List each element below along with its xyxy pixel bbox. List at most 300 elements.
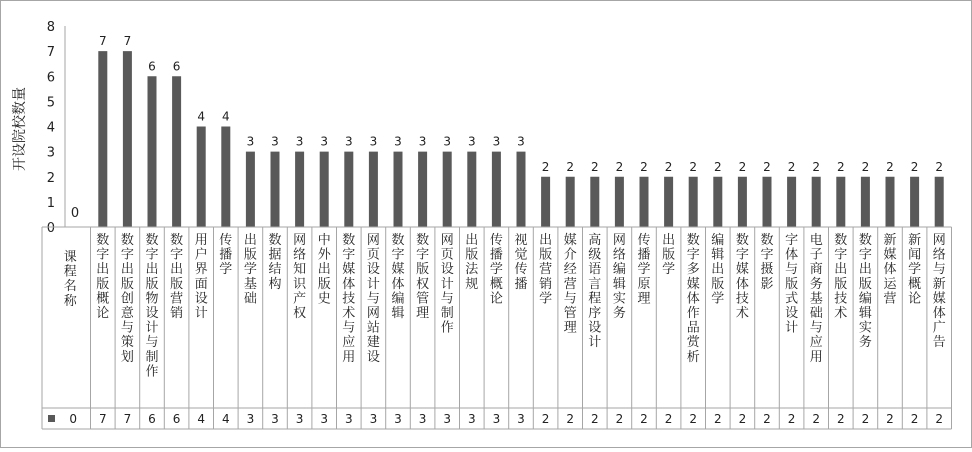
category-char: 页 [366,247,380,263]
table-value: 3 [394,412,402,426]
category-char: 字 [120,247,134,263]
y-axis-title: 开设院校数量 [12,87,28,171]
category-char: 版 [785,276,799,292]
category-char: 课 [63,250,77,265]
category-char: 权 [416,276,430,292]
category-char: 体 [932,306,946,321]
category-char: 析 [686,349,700,365]
category-char: 播 [219,247,233,263]
table-value: 3 [320,412,329,426]
table-value: 2 [910,412,919,426]
bar [590,177,599,227]
bar [369,152,378,227]
category-char: 编 [612,262,626,278]
category-char: 论 [489,291,503,307]
category-char: 版 [96,276,110,292]
category-char: 称 [63,293,77,309]
category-char: 高 [588,233,602,248]
category-char: 管 [563,306,577,321]
category-char: 数 [834,233,848,248]
chart-frame [1,1,972,448]
bar [295,152,304,227]
table-value: 3 [271,412,279,426]
category-char: 建 [366,335,380,351]
category-char: 原 [637,276,651,292]
category-char: 作 [686,306,700,321]
category-char: 结 [268,262,282,278]
table-value: 2 [738,412,747,426]
category-label [687,232,701,365]
bar [738,177,747,227]
category-label [637,233,650,306]
category-char: 销 [539,276,553,292]
category-char: 字 [686,247,700,263]
category-char: 出 [243,233,257,248]
category-char: 用 [194,233,208,248]
category-char: 介 [563,247,577,263]
category-char: 字 [834,247,848,263]
bar-data-label: 2 [689,159,698,174]
bar [98,51,107,227]
category-char: 概 [489,276,503,292]
table-value: 6 [172,412,181,426]
category-label [834,232,847,321]
category-char: 体 [735,276,749,292]
category-char: 知 [293,262,307,278]
category-char: 基 [809,291,823,307]
category-char: 字 [391,247,405,263]
category-char: 学 [662,262,676,278]
bar-data-label: 3 [517,134,525,149]
bar-data-label: 2 [812,159,821,174]
category-char: 体 [883,262,897,278]
category-char: 子 [809,247,823,263]
category-char: 字 [342,247,356,263]
bar [394,152,403,227]
category-char: 传 [514,262,528,278]
category-char: 面 [194,276,208,292]
category-label [711,233,724,306]
category-char: 版 [243,247,257,263]
bar [935,177,944,227]
category-char: 传 [219,233,233,248]
category-char: 经 [563,262,577,278]
category-char: 计 [785,320,799,336]
category-char: 据 [268,247,282,263]
category-char: 网 [293,233,307,248]
category-char: 基 [243,276,257,292]
category-char: 应 [809,335,823,351]
category-label [416,232,429,321]
category-char: 网 [440,233,454,248]
category-char: 品 [686,320,700,336]
category-label [760,232,773,292]
category-char: 版 [120,276,134,292]
category-char: 概 [908,276,922,292]
category-char: 版 [834,276,848,292]
category-char: 告 [932,335,946,351]
category-char: 闻 [908,247,922,263]
category-label [367,233,380,365]
category-label [145,232,158,379]
table-value: 4 [197,412,206,426]
bar-data-label: 7 [123,34,132,49]
table-value: 3 [517,412,525,426]
category-char: 计 [145,320,159,336]
category-char: 字 [416,247,430,263]
category-char: 与 [120,320,134,336]
category-char: 出 [317,262,331,278]
bar [271,152,280,227]
category-char: 数 [342,233,356,248]
category-char: 传 [489,233,503,248]
category-char: 辑 [391,306,405,321]
category-char: 理 [416,306,430,321]
bar-data-label: 2 [615,159,624,174]
category-char: 字 [785,233,799,248]
table-value: 3 [369,412,378,426]
table-value: 2 [615,412,624,426]
category-char: 字 [735,247,749,263]
bar [197,127,206,228]
bar [467,152,476,227]
category-char: 版 [145,276,159,292]
table-header-label [64,250,78,309]
category-char: 设 [194,291,208,307]
category-char: 新 [908,233,922,248]
table-value: 2 [812,412,821,426]
category-char: 版 [711,276,725,292]
table-value: 2 [713,412,722,426]
category-char: 营 [883,291,897,307]
category-char: 识 [293,276,307,292]
bar [418,152,427,227]
bar [689,177,698,227]
category-char: 言 [588,276,602,292]
category-char: 网 [932,233,946,248]
category-char: 程 [588,291,602,307]
table-value: 3 [295,412,304,426]
category-char: 中 [317,233,331,248]
table-value: 2 [566,412,575,426]
category-char: 版 [465,247,479,263]
category-char: 用 [342,349,356,365]
category-char: 学 [219,262,233,278]
category-label [908,233,921,306]
category-char: 与 [932,262,946,278]
category-char: 意 [120,306,134,321]
table-value: 6 [148,412,156,426]
category-char: 数 [416,233,430,248]
table-value: 3 [443,412,452,426]
category-char: 与 [145,335,159,351]
y-tick-label: 7 [46,45,55,61]
category-char: 设 [785,306,799,321]
table-value: 4 [221,412,230,426]
bar-data-label: 3 [320,134,329,149]
category-label [391,232,404,321]
category-char: 版 [858,276,872,292]
category-char: 字 [96,247,110,263]
bar [763,177,772,227]
category-char: 电 [809,233,823,248]
bar [861,177,870,227]
category-label [564,232,577,336]
category-char: 制 [440,306,454,321]
category-char: 络 [293,247,307,263]
y-tick-label: 8 [46,20,55,35]
category-char: 版 [539,247,553,263]
category-char: 实 [612,291,626,307]
table-value: 2 [640,412,648,426]
category-char: 设 [588,320,602,336]
y-tick-label: 5 [46,95,55,111]
category-char: 规 [465,276,479,292]
category-char: 数 [760,233,774,248]
category-char: 界 [194,262,208,278]
y-tick-label: 6 [46,70,55,86]
category-char: 与 [366,291,380,307]
category-char: 础 [809,306,823,321]
category-char: 出 [145,262,159,278]
category-char: 多 [686,262,700,278]
category-char: 用 [809,349,823,365]
bar-data-label: 2 [713,159,722,174]
table-value: 2 [689,412,698,426]
y-tick-label: 0 [46,221,55,236]
table-value: 3 [467,412,476,426]
category-char: 销 [170,306,184,321]
bar [517,152,526,227]
category-char: 影 [760,276,774,292]
table-value: 2 [861,412,870,426]
category-char: 页 [440,247,454,263]
y-tick-label: 2 [46,170,55,186]
bar [664,177,673,227]
category-char: 觉 [514,247,528,263]
category-char: 出 [96,262,110,278]
category-label [342,232,355,365]
bar-data-label: 6 [172,59,181,74]
category-char: 字 [858,247,872,263]
category-char: 式 [785,291,799,307]
table-value: 3 [492,412,501,426]
bar-data-label: 3 [271,134,279,149]
category-char: 出 [170,262,184,278]
category-char: 出 [662,233,676,248]
category-char: 级 [588,247,602,263]
category-label [268,232,281,292]
category-char: 字 [145,247,159,263]
category-char: 计 [440,276,454,292]
category-char: 作 [145,364,159,380]
category-char: 数 [735,233,749,248]
table-value: 2 [664,412,673,426]
category-char: 史 [317,291,331,307]
bar-data-label: 2 [640,159,648,174]
bar [886,177,895,227]
category-char: 体 [785,247,799,263]
category-char: 学 [711,291,725,307]
bar [787,177,796,227]
bar-data-label: 2 [566,159,575,174]
category-char: 技 [834,291,848,307]
category-char: 学 [539,291,553,307]
legend-key [48,415,55,422]
category-char: 网 [366,233,380,248]
category-char: 序 [588,306,602,321]
category-char: 字 [170,247,184,263]
category-char: 学 [489,262,503,278]
category-label [244,232,257,306]
category-char: 设 [145,306,159,321]
table-value: 2 [590,412,599,426]
category-char: 术 [834,306,848,321]
category-char: 语 [588,262,602,278]
category-char: 营 [539,262,553,278]
y-tick-label: 1 [46,195,55,211]
category-char: 营 [170,291,184,307]
category-char: 版 [170,276,184,292]
category-char: 策 [120,335,134,351]
bar [541,177,550,227]
category-char: 程 [63,264,77,280]
category-char: 理 [637,291,651,307]
y-tick-label: 3 [46,145,55,161]
bar-data-label: 4 [197,109,206,124]
category-char: 务 [858,335,872,351]
category-label [195,233,208,321]
category-char: 计 [366,276,380,292]
bar [123,51,132,227]
category-char: 设 [366,349,380,365]
category-char: 设 [366,262,380,278]
bar-data-label: 2 [910,159,919,174]
category-char: 设 [440,262,454,278]
table-value: 2 [836,412,845,426]
category-char: 础 [243,291,257,307]
category-char: 编 [391,291,405,307]
category-char: 媒 [883,247,897,263]
category-char: 版 [416,262,430,278]
category-char: 划 [120,349,134,365]
bar [615,177,624,227]
category-char: 体 [342,276,356,292]
category-char: 学 [908,262,922,278]
bar-data-label: 3 [492,134,501,149]
category-char: 营 [563,276,577,292]
category-char: 体 [391,276,405,292]
bar-data-label: 2 [787,159,796,174]
category-char: 网 [366,306,380,321]
category-char: 务 [612,306,626,321]
category-label [883,233,897,306]
category-label [613,233,626,321]
category-char: 出 [834,262,848,278]
category-char: 制 [145,349,159,365]
category-char: 数 [120,233,134,248]
category-char: 数 [268,233,282,248]
category-char: 物 [145,291,159,307]
table-value: 2 [886,412,894,426]
bar-data-label: 3 [369,134,378,149]
category-char: 论 [908,291,922,307]
bar-data-label: 4 [221,109,230,124]
category-char: 外 [317,247,331,263]
category-char: 编 [858,291,872,307]
category-char: 与 [440,291,454,307]
bar-data-label: 2 [861,159,870,174]
category-char: 应 [342,335,356,351]
category-label [318,232,332,306]
category-char: 概 [96,291,110,307]
category-label [490,233,503,306]
category-char: 传 [637,233,651,248]
category-char: 术 [342,306,356,321]
category-char: 播 [637,247,651,263]
category-char: 辑 [858,306,872,321]
bar-data-label: 3 [467,134,476,149]
category-char: 新 [932,276,946,292]
table-value: 3 [344,412,353,426]
bar [148,76,157,227]
bar-data-label: 3 [418,134,427,149]
category-char: 版 [317,276,331,292]
category-label [293,233,307,321]
category-char: 与 [563,291,577,307]
category-label [588,232,601,350]
bar [320,152,329,227]
category-char: 媒 [563,233,577,248]
category-char: 计 [588,335,602,351]
category-char: 运 [883,276,897,292]
table-value: 3 [418,412,427,426]
bar-data-label: 3 [344,134,353,149]
category-label [96,232,109,321]
y-tick-label: 4 [46,120,55,136]
table-value: 2 [541,412,550,426]
bar-data-label: 2 [935,159,944,174]
bar-data-label: 2 [886,159,894,174]
category-char: 技 [735,291,749,307]
category-char: 名 [63,279,77,295]
category-char: 数 [96,233,110,248]
category-label [514,233,527,292]
category-char: 学 [243,262,257,278]
category-char: 摄 [760,262,774,278]
category-label [736,232,749,321]
header-zero-label: 0 [70,206,80,221]
category-char: 出 [120,262,134,278]
category-char: 论 [96,306,110,321]
category-char: 网 [612,233,626,248]
category-char: 播 [514,276,528,292]
category-label [785,233,798,336]
category-char: 新 [883,233,897,248]
category-char: 广 [932,320,946,336]
bar-data-label: 2 [738,159,747,174]
category-label [810,232,823,365]
bar-data-label: 3 [246,134,255,149]
category-char: 版 [662,247,676,263]
bar [221,127,230,228]
category-char: 数 [858,233,872,248]
category-char: 编 [711,233,725,248]
category-char: 学 [637,262,651,278]
category-char: 媒 [686,276,700,292]
bar [172,76,181,227]
bar-data-label: 2 [763,159,771,174]
